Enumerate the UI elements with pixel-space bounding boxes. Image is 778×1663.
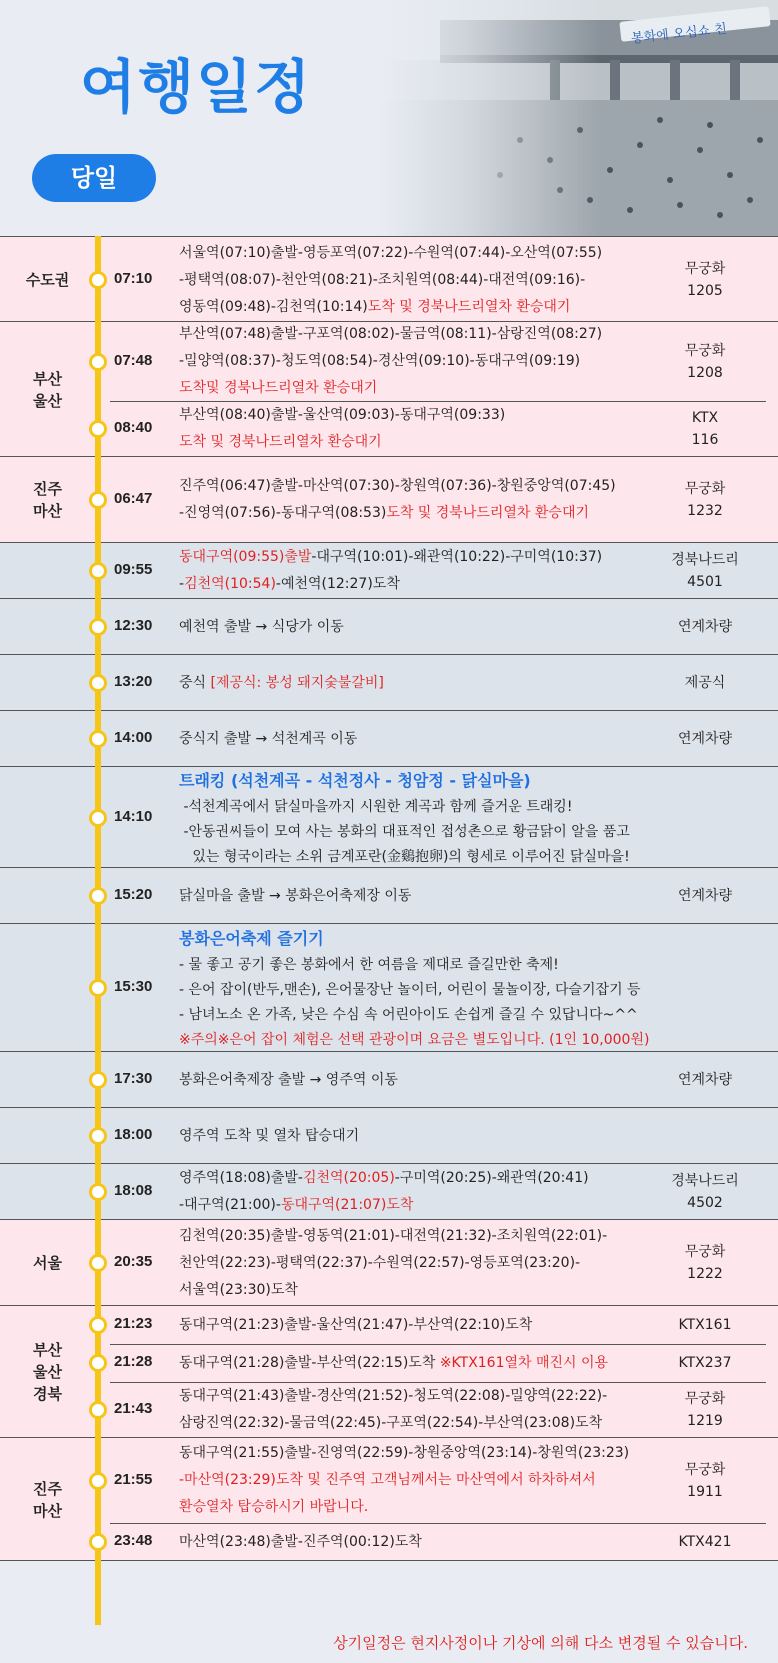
schedule-description: [179, 768, 639, 870]
schedule-time: 12:30: [114, 617, 153, 634]
timeline-dot: [89, 674, 107, 692]
description-text: 마산역(23:48)출발-진주역(00:12)도착: [179, 1533, 422, 1550]
description-line: [179, 670, 639, 697]
description-text: -대구역(21:00)-: [179, 1197, 281, 1213]
description-line: [179, 544, 639, 571]
description-line: [179, 845, 639, 870]
schedule-time: 20:35: [114, 1253, 153, 1270]
transport-label: 연계차량: [677, 731, 733, 747]
timeline-dot: [89, 979, 107, 997]
description-text: -진영역(07:56)-동대구역(08:53): [179, 505, 387, 521]
description-line: [179, 500, 639, 527]
activity-heading: 봉화은어축제 즐기기: [179, 928, 324, 948]
transport-label: KTX161: [678, 1317, 732, 1333]
timeline-dot: [89, 1316, 107, 1334]
transport-label: 연계차량: [677, 619, 733, 635]
timeline-dot: [89, 1254, 107, 1272]
timeline-dot: [89, 1127, 107, 1145]
description-line: [179, 294, 639, 321]
description-text: 김천역(20:35)출발-영동역(21:01)-대전역(21:32)-조치원역(22:01)-: [179, 1227, 608, 1244]
highlight-text: ※KTX161열차 매진시 이용: [439, 1354, 609, 1371]
description-line: [179, 978, 639, 1003]
schedule-time: 14:00: [114, 729, 153, 746]
schedule-group: [0, 599, 778, 655]
description-line: [179, 953, 639, 978]
highlight-text: [제공식: 봉성 돼지숯불갈비]: [210, 674, 384, 691]
description-text: -석천계곡에서 닭실마을까지 시원한 계곡과 함께 즐거운 트래킹!: [179, 798, 573, 815]
schedule-time: 15:30: [114, 978, 153, 995]
schedule-description: [179, 1223, 639, 1304]
schedule-description: [179, 1529, 639, 1556]
footer-note: 상기일정은 현지사정이나 기상에 의해 다소 변경될 수 있습니다.: [333, 1634, 748, 1652]
transport-label: KTX 116: [691, 410, 719, 448]
timeline-dot: [89, 887, 107, 905]
description-text: 천안역(22:23)-평택역(22:37)-수원역(22:57)-영등포역(23:20)-: [179, 1254, 581, 1271]
schedule-time: 15:20: [114, 886, 153, 903]
transport-label: 무궁화 1205: [684, 261, 726, 299]
description-line: [179, 1350, 639, 1377]
schedule-time: 08:40: [114, 419, 153, 436]
description-line: [179, 571, 639, 598]
description-text: -밀양역(08:37)-청도역(08:54)-경산역(09:10)-동대구역(09:19): [179, 353, 581, 369]
schedule-description: [179, 1440, 639, 1521]
schedule-group: [0, 868, 778, 924]
timeline-dot: [89, 618, 107, 636]
highlight-text: 도착 및 경북나드리열차 환승대기: [386, 505, 589, 521]
schedule-time: 14:10: [114, 807, 153, 825]
region-label: 서울: [33, 1254, 62, 1272]
description-text: - 남녀노소 온 가족, 낮은 수심 속 어린아이도 손쉽게 즐길 수 있답니다~^^: [179, 1006, 638, 1023]
description-line: [179, 768, 639, 795]
timeline-dot: [89, 491, 107, 509]
description-text: -구미역(20:25)-왜관역(20:41): [394, 1170, 589, 1186]
timeline-dot: [89, 420, 107, 438]
description-line: [179, 267, 639, 294]
description-text: 영주역(18:08)출발-: [179, 1170, 303, 1186]
description-line: [179, 1123, 639, 1150]
schedule-group: [0, 767, 778, 868]
description-text: 부산역(07:48)출발-구포역(08:02)-물금역(08:11)-삼랑진역(08:27): [179, 326, 603, 342]
schedule-group: [0, 1220, 778, 1306]
description-line: [179, 1028, 650, 1053]
schedule-description: [179, 544, 639, 598]
highlight-text: 도착 및 경북나드리열차 환승대기: [367, 298, 571, 315]
transport-label: 경북나드리 4501: [671, 552, 739, 590]
schedule-time: 17:30: [114, 1070, 153, 1087]
schedule-description: [179, 1123, 639, 1150]
description-text: 있는 형국이라는 소위 금계포란(金鷄抱卵)의 형세로 이루어진 닭실마을!: [179, 848, 630, 865]
schedule-group: [0, 1108, 778, 1164]
schedule-time: 09:55: [114, 561, 153, 578]
highlight-text: 동대구역(21:07)도착: [280, 1197, 414, 1213]
description-line: [179, 883, 639, 910]
description-text: 영동역(09:48)-김천역(10:14): [179, 298, 368, 315]
timeline-dot: [89, 1533, 107, 1551]
description-line: [179, 402, 639, 429]
description-line: [179, 240, 639, 267]
description-line: [179, 1277, 639, 1304]
schedule-group: [0, 457, 778, 543]
schedule-group: [0, 655, 778, 711]
photo-fade: [380, 0, 600, 236]
day-badge: 당일: [32, 154, 156, 202]
transport-label: 제공식: [684, 675, 726, 691]
transport-label: 무궁화 1911: [684, 1461, 726, 1500]
description-text: 진주역(06:47)출발-마산역(07:30)-창원역(07:36)-창원중앙역(07:45): [179, 478, 616, 494]
highlight-text: 김천역(10:54): [184, 576, 276, 592]
schedule-time: 21:28: [114, 1353, 153, 1370]
description-text: 동대구역(21:28)출발-부산역(22:15)도착: [179, 1354, 440, 1371]
timeline-dot: [89, 1472, 107, 1490]
description-text: -평택역(08:07)-천안역(08:21)-조치원역(08:44)-대전역(09:16)-: [179, 271, 586, 288]
description-line: [179, 1383, 639, 1410]
description-line: [179, 1250, 639, 1277]
description-line: [179, 726, 639, 753]
timeline-dot: [89, 353, 107, 371]
highlight-text: 환승열차 탑승하시기 바랍니다.: [179, 1499, 369, 1515]
schedule-group: [0, 543, 778, 599]
schedule-time: 07:48: [114, 351, 153, 369]
description-line: [179, 1223, 639, 1250]
region-label: 부산 울산 경북: [33, 1341, 62, 1403]
description-text: -예천역(12:27)도착: [275, 576, 400, 592]
description-text: -대구역(10:01)-왜관역(10:22)-구미역(10:37): [311, 549, 603, 565]
schedule-description: [179, 1350, 639, 1377]
description-text: 서울역(07:10)출발-영등포역(07:22)-수원역(07:44)-오산역(07:55): [179, 244, 603, 261]
timeline-dot: [89, 1071, 107, 1089]
schedule-description: [179, 883, 639, 910]
page-title: 여행일정: [80, 53, 313, 121]
schedule-time: 06:47: [114, 490, 153, 507]
schedule-table: [0, 236, 778, 1625]
schedule-time: 21:43: [114, 1400, 153, 1417]
transport-label: 무궁화 1222: [684, 1244, 726, 1282]
description-text: 중식지 출발 → 석천계곡 이동: [179, 730, 358, 747]
transport-label: KTX237: [678, 1355, 732, 1371]
schedule-description: [179, 321, 639, 402]
schedule-group: [0, 1052, 778, 1108]
description-line: [179, 473, 639, 500]
timeline-dot: [89, 271, 107, 289]
photo-banner-text: 봉화에 오십쇼 친: [630, 21, 728, 47]
schedule-description: [179, 1383, 639, 1437]
schedule-description: [179, 1067, 639, 1094]
schedule-group: [0, 1306, 778, 1438]
activity-heading: 트래킹 (석천계곡 - 석천정사 - 청암정 - 닭실마을): [179, 770, 531, 790]
description-line: [179, 375, 639, 402]
region-label: 진주 마산: [33, 1479, 62, 1520]
description-line: [179, 795, 639, 820]
timeline-dot: [89, 1354, 107, 1372]
description-text: -: [179, 576, 185, 592]
description-text: -안동권씨들이 모여 사는 봉화의 대표적인 접성촌으로 황금닭이 알을 품고: [179, 823, 630, 840]
timeline-dot: [89, 730, 107, 748]
region-label: 수도권: [25, 271, 70, 289]
schedule-description: [179, 670, 639, 697]
schedule-description: [179, 614, 639, 641]
highlight-text: ※주의※은어 잡이 체험은 선택 관광이며 요금은 별도입니다. (1인 10,000원): [179, 1031, 650, 1048]
highlight-text: 김천역(20:05): [302, 1170, 395, 1186]
description-text: 서울역(23:30)도착: [179, 1281, 298, 1298]
description-text: 동대구역(21:43)출발-경산역(21:52)-청도역(22:08)-밀양역(22:22)-: [179, 1388, 608, 1404]
timeline-dot: [89, 562, 107, 580]
description-text: 동대구역(21:55)출발-진영역(22:59)-창원중앙역(23:14)-창원역(23:23): [179, 1445, 630, 1461]
description-text: - 은어 잡이(반두,맨손), 은어물장난 놀이터, 어린이 물놀이장, 다슬기잡기 등: [179, 981, 641, 998]
schedule-group: [0, 1164, 778, 1220]
region-label: 부산 울산: [33, 369, 62, 410]
description-text: 닭실마을 출발 → 봉화은어축제장 이동: [179, 887, 412, 904]
description-line: [179, 321, 639, 348]
row-divider: [110, 1344, 766, 1345]
schedule-group: [0, 711, 778, 767]
description-line: [179, 1067, 639, 1094]
description-line: [179, 614, 639, 641]
schedule-time: 13:20: [114, 673, 153, 690]
transport-label: 무궁화 1208: [684, 342, 726, 381]
transport-label: KTX421: [678, 1534, 732, 1550]
schedule-group: [0, 1438, 778, 1561]
highlight-text: -마산역(23:29)도착 및 진주역 고객님께서는 마산역에서 하차하셔서: [179, 1472, 596, 1488]
header: [0, 0, 778, 236]
description-text: 동대구역(21:23)출발-울산역(21:47)-부산역(22:10)도착: [179, 1316, 533, 1333]
transport-label: 연계차량: [677, 888, 733, 904]
highlight-text: 도착 및 경북나드리열차 환승대기: [179, 434, 382, 450]
schedule-time: 21:23: [114, 1315, 153, 1332]
schedule-description: [179, 1312, 639, 1339]
footer: [0, 1625, 778, 1663]
description-line: [179, 1440, 639, 1467]
description-line: [179, 348, 639, 375]
schedule-time: 21:55: [114, 1470, 153, 1488]
highlight-text: 도착및 경북나드리열차 환승대기: [179, 380, 378, 396]
description-line: [179, 820, 639, 845]
description-line: [179, 1467, 639, 1494]
schedule-time: 18:00: [114, 1126, 153, 1143]
description-line: [179, 1494, 639, 1521]
highlight-text: 동대구역(09:55)출발: [179, 549, 312, 565]
region-label: 진주 마산: [33, 480, 62, 520]
description-text: 예천역 출발 → 식당가 이동: [179, 618, 344, 635]
schedule-description: [179, 726, 639, 753]
description-text: 봉화은어축제장 출발 → 영주역 이동: [179, 1071, 398, 1088]
timeline-dot: [89, 1183, 107, 1201]
schedule-description: [179, 926, 650, 1053]
row-divider: [110, 1523, 766, 1524]
description-text: 삼랑진역(22:32)-물금역(22:45)-구포역(22:54)-부산역(23:08)도착: [179, 1415, 603, 1431]
description-line: [179, 1165, 639, 1192]
description-line: [179, 1003, 639, 1028]
schedule-group: [0, 236, 778, 322]
description-text: 부산역(08:40)출발-울산역(09:03)-동대구역(09:33): [179, 407, 506, 423]
description-line: [179, 1192, 639, 1219]
schedule-time: 18:08: [114, 1182, 153, 1199]
description-text: - 물 좋고 공기 좋은 봉화에서 한 여름을 제대로 즐길만한 축제!: [179, 956, 559, 973]
timeline-dot: [89, 1401, 107, 1419]
description-line: [179, 429, 639, 456]
description-text: 중식: [179, 674, 211, 691]
schedule-time: 07:10: [114, 270, 153, 287]
description-line: [179, 1410, 639, 1437]
description-line: [179, 926, 639, 953]
schedule-description: [179, 1165, 639, 1219]
description-line: [179, 1312, 639, 1339]
transport-label: 무궁화 1219: [684, 1391, 726, 1429]
schedule-time: 23:48: [114, 1532, 153, 1549]
schedule-description: [179, 473, 639, 527]
schedule-description: [179, 402, 639, 456]
schedule-description: [179, 240, 639, 321]
description-line: [179, 1529, 639, 1556]
transport-label: 무궁화 1232: [684, 481, 726, 519]
schedule-group: [0, 322, 778, 457]
transport-label: 경북나드리 4502: [671, 1173, 739, 1211]
transport-label: 연계차량: [677, 1072, 733, 1088]
timeline-dot: [89, 809, 107, 827]
schedule-group: [0, 924, 778, 1052]
description-text: 영주역 도착 및 열차 탑승대기: [179, 1127, 360, 1144]
